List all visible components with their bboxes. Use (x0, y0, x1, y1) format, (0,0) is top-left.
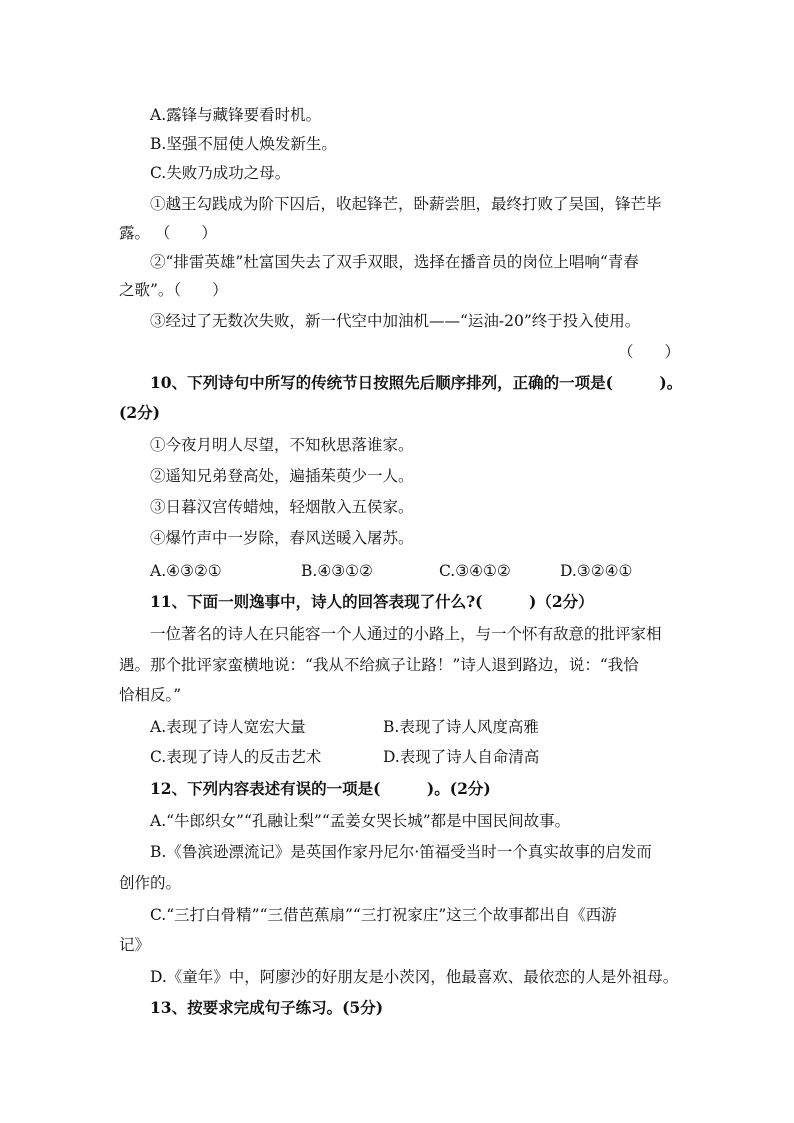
story-line-1: 一位著名的诗人在只能容一个人通过的小路上，与一个怀有敌意的批评家相 (150, 625, 662, 643)
q11-option-b: B.表现了诗人风度高雅 (383, 718, 539, 736)
choice-c: C.失败乃成功之母。 (150, 164, 291, 182)
q10-option-c: C.③④①② (439, 562, 511, 580)
item-2-line-2: 之歌”。（ ） (119, 281, 228, 299)
q10-option-a: A.④③②① (150, 562, 222, 580)
q12-option-b-line-1: B.《鲁滨逊漂流记》是英国作家丹尼尔·笛福受当时一个真实故事的启发而 (150, 843, 652, 861)
poem-line: ③日暮汉宫传蜡烛，轻烟散入五侯家。 (150, 498, 414, 516)
question-12-stem: 12、下列内容表述有误的一项是( )。(2分) (150, 779, 491, 798)
story-line-3: 恰相反。” (119, 686, 182, 704)
story-line-2: 遇。那个批评家蛮横地说：“我从不给疯子让路！”诗人退到路边，说：“我恰 (119, 656, 639, 674)
q12-option-c-line-1: C.“三打白骨精”“三借芭蕉扇”“三打祝家庄”这三个故事都出自《西游 (150, 906, 617, 924)
question-10-score: (2分) (119, 403, 160, 422)
q10-option-b: B.④③①② (301, 562, 373, 580)
q12-option-b-line-2: 创作的。 (119, 874, 182, 892)
item-3-line-1: ③经过了无数次失败，新一代空中加油机——“运油-20”终于投入使用。 (150, 312, 641, 330)
q12-option-c-line-2: 记》 (119, 936, 151, 954)
q11-option-c: C.表现了诗人的反击艺术 (150, 748, 322, 766)
q12-option-a: A.“牛郎织女”“孔融让梨”“孟姜女哭长城”都是中国民间故事。 (150, 812, 571, 830)
question-13-stem: 13、按要求完成句子练习。(5分) (150, 998, 384, 1017)
choice-a: A.露锋与藏锋要看时机。 (150, 106, 322, 124)
item-1-line-2: 露。 （ ） (119, 224, 217, 242)
q12-option-d: D.《童年》中，阿廖沙的好朋友是小茨冈，他最喜欢、最依恋的人是外祖母。 (150, 968, 679, 986)
item-1-line-1: ①越王勾践成为阶下囚后，收起锋芒，卧薪尝胆，最终打败了吴国，锋芒毕 (150, 195, 662, 213)
question-11-stem: 11、下面一则逸事中，诗人的回答表现了什么?( )（2分） (150, 592, 594, 611)
poem-line: ①今夜月明人尽望，不知秋思落谁家。 (150, 436, 414, 454)
poem-line: ②遥知兄弟登高处，遍插茱萸少一人。 (150, 467, 414, 485)
q10-option-d: D.③②④① (560, 562, 633, 580)
q11-option-d: D.表现了诗人自命清高 (383, 748, 540, 766)
question-10-stem: 10、下列诗句中所写的传统节日按照先后顺序排列，正确的一项是( )。 (150, 373, 683, 392)
poem-line: ④爆竹声中一岁除，春风送暖入屠苏。 (150, 529, 414, 547)
item-3-answer-blank: （ ） (618, 343, 681, 361)
choice-b: B.坚强不屈使人焕发新生。 (150, 135, 337, 153)
q11-option-a: A.表现了诗人宽宏大量 (150, 718, 306, 736)
item-2-line-1: ②“排雷英雄”杜富国失去了双手双眼，选择在播音员的岗位上唱响“青春 (150, 253, 639, 271)
